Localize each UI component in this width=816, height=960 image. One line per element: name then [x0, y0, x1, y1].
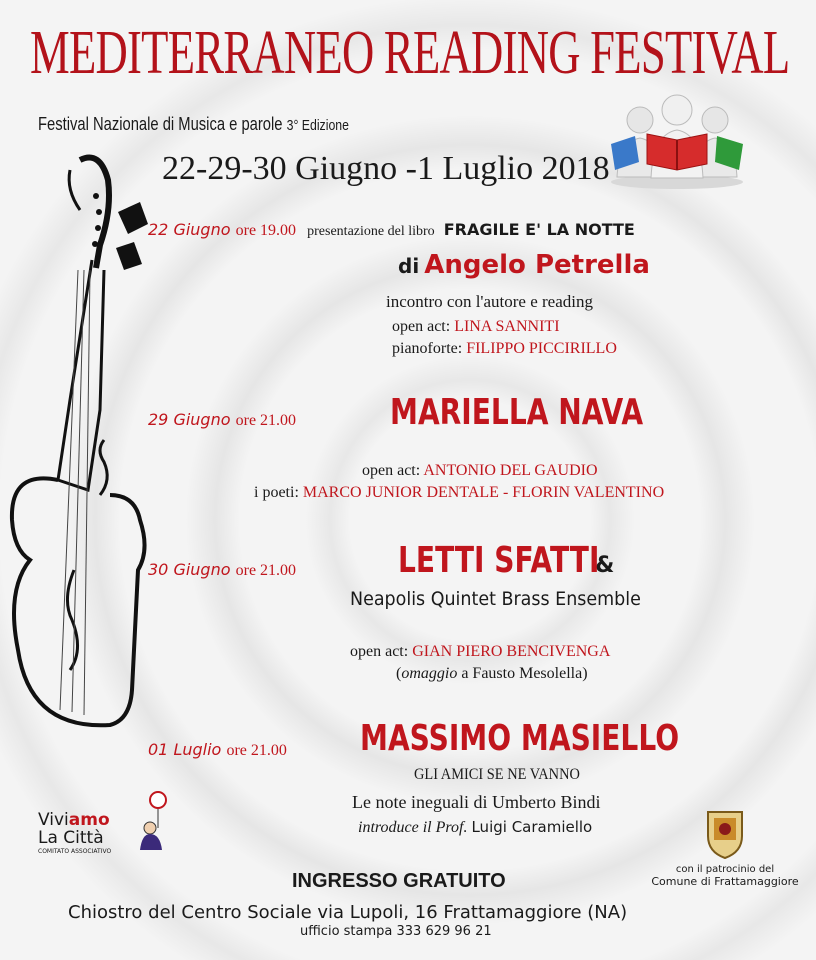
tribute-rest: a Fausto Mesolella)	[457, 665, 588, 682]
event-time: ore 21.00	[235, 562, 297, 579]
piano-label: pianoforte:	[392, 340, 463, 357]
logo-tag: COMITATO ASSOCIATIVO	[38, 848, 112, 855]
show-subtitle: Le note ineguali di Umberto Bindi	[352, 792, 601, 812]
event-date: 22 Giugno	[148, 220, 231, 239]
festival-title: MEDITERRANEO READING FESTIVAL	[30, 19, 790, 87]
free-entry: INGRESSO GRATUITO	[292, 870, 506, 892]
logo-brand-b: amo	[68, 810, 110, 830]
opener-label: open act:	[350, 643, 409, 660]
edition-text: 3° Edizione	[286, 117, 349, 134]
event-01-luglio	[148, 740, 287, 760]
tribute-open: (	[396, 665, 402, 682]
patron-line1: con il patrocinio del	[675, 864, 775, 875]
show-title: GLI AMICI SE NE VANNO	[414, 766, 580, 783]
headliner-massimo-masiello: MASSIMO MASIELLO	[360, 718, 680, 759]
logo-brand-a: Vivi	[38, 810, 69, 830]
author-prefix: di	[398, 254, 420, 278]
coat-of-arms-icon	[702, 808, 748, 860]
introducer-line	[358, 818, 592, 837]
festival-dates: 22-29-30 Giugno -1 Luglio 2018	[162, 150, 610, 187]
opener-label: open act:	[362, 462, 421, 479]
patron-line2: Comune di Frattamaggiore	[651, 875, 799, 888]
author-name: Angelo Petrella	[424, 250, 650, 280]
opener-line	[362, 462, 598, 480]
author-line	[398, 250, 650, 280]
event-time: ore 19.00	[235, 222, 297, 239]
author-note: incontro con l'autore e reading	[386, 292, 593, 311]
tribute-word: omaggio	[401, 665, 458, 682]
headliner-name: LETTI SFATTI	[398, 540, 600, 581]
opener-name: GIAN PIERO BENCIVENGA	[412, 643, 611, 660]
poets-label: i poeti:	[254, 484, 299, 501]
event-date: 29 Giugno	[148, 410, 231, 429]
guest-ensemble: Neapolis Quintet Brass Ensemble	[350, 588, 641, 610]
ampersand: &	[595, 553, 615, 578]
viviamo-la-citta-logo	[38, 810, 168, 870]
poets-line	[254, 484, 664, 502]
event-22-giugno	[148, 220, 635, 240]
event-29-giugno	[148, 410, 296, 430]
poets-names: MARCO JUNIOR DENTALE - FLORIN VALENTINO	[302, 484, 665, 501]
violin-illustration	[0, 150, 170, 750]
tribute-line	[396, 665, 588, 683]
subtitle-text: Festival Nazionale di Musica e parole	[38, 114, 283, 134]
book-title: FRAGILE E' LA NOTTE	[443, 220, 635, 239]
opener-label: open act:	[392, 318, 451, 335]
piano-name: FILIPPO PICCIRILLO	[466, 340, 617, 357]
opener-line	[350, 643, 610, 661]
headliner-letti-sfatti	[398, 540, 614, 581]
mascot-icon	[138, 788, 172, 852]
logo-brand-c: La Città	[38, 828, 104, 848]
event-date: 30 Giugno	[148, 560, 231, 579]
press-office: ufficio stampa 333 629 96 21	[300, 924, 492, 939]
introducer-name: Luigi Caramiello	[471, 818, 593, 836]
opener-line	[392, 318, 560, 336]
opener-name: LINA SANNITI	[454, 318, 560, 335]
event-30-giugno	[148, 560, 296, 580]
opener-name: ANTONIO DEL GAUDIO	[423, 462, 598, 479]
headliner-mariella-nava: MARIELLA NAVA	[390, 392, 644, 433]
piano-line	[392, 340, 617, 358]
festival-subtitle	[38, 114, 349, 135]
patron-block	[640, 808, 810, 888]
readers-illustration	[605, 92, 750, 190]
event-time: ore 21.00	[235, 412, 297, 429]
event-date: 01 Luglio	[148, 740, 222, 759]
venue-address: Chiostro del Centro Sociale via Lupoli, 16 Frattamaggiore (NA)	[68, 902, 628, 923]
event-intro: presentazione del libro	[307, 224, 435, 239]
event-time: ore 21.00	[226, 742, 287, 759]
introducer-prefix: introduce il Prof.	[358, 819, 468, 836]
